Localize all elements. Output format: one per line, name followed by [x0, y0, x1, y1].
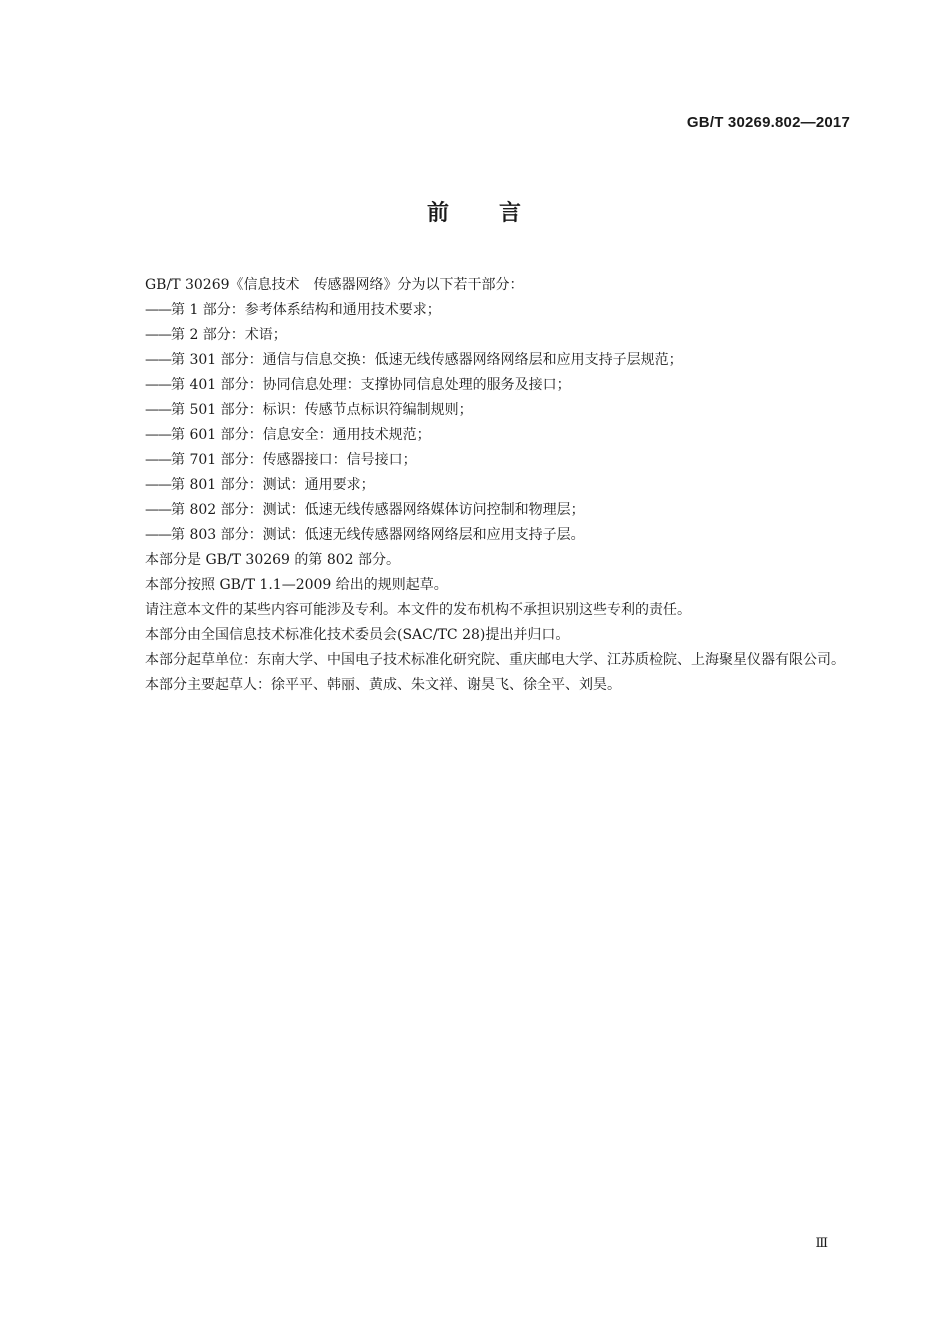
list-item: ——第 601 部分：信息安全：通用技术规范； — [145, 427, 431, 443]
standard-number: GB/T 30269.802—2017 — [686, 114, 850, 131]
list-item: ——第 802 部分：测试：低速无线传感器网络媒体访问控制和物理层； — [145, 502, 585, 518]
list-item: ——第 2 部分：术语； — [145, 327, 287, 343]
page-title — [0, 196, 950, 227]
list-item: ——第 801 部分：测试：通用要求； — [145, 477, 375, 493]
list-item: ——第 803 部分：测试：低速无线传感器网络网络层和应用支持子层。 — [145, 527, 585, 543]
patent-notice-paragraph: 请注意本文件的某些内容可能涉及专利。本文件的发布机构不承担识别这些专利的责任。 — [145, 602, 691, 618]
list-item: ——第 701 部分：传感器接口：信号接口； — [145, 452, 417, 468]
proposed-by-paragraph: 本部分由全国信息技术标准化技术委员会(SAC/TC 28)提出并归口。 — [145, 627, 570, 643]
foreword-body — [115, 273, 850, 698]
drafting-units-paragraph: 本部分起草单位：东南大学、中国电子技术标准化研究院、重庆邮电大学、江苏质检院、上海聚星仪器有限公司。 — [145, 652, 845, 668]
list-item: ——第 401 部分：协同信息处理：支撑协同信息处理的服务及接口； — [145, 377, 571, 393]
title-char-1: 前 — [426, 201, 451, 226]
list-item: ——第 1 部分：参考体系结构和通用技术要求； — [145, 302, 441, 318]
page-number: Ⅲ — [815, 1236, 828, 1251]
intro-paragraph: GB/T 30269《信息技术 传感器网络》分为以下若干部分： — [145, 277, 524, 293]
drafting-rules-paragraph: 本部分按照 GB/T 1.1—2009 给出的规则起草。 — [145, 577, 448, 593]
drafters-paragraph: 本部分主要起草人：徐平平、韩丽、黄成、朱文祥、谢昊飞、徐全平、刘昊。 — [145, 677, 621, 693]
list-item: ——第 501 部分：标识：传感节点标识符编制规则； — [145, 402, 473, 418]
this-part-paragraph: 本部分是 GB/T 30269 的第 802 部分。 — [145, 552, 401, 568]
title-char-2: 言 — [499, 201, 524, 226]
list-item: ——第 301 部分：通信与信息交换：低速无线传感器网络网络层和应用支持子层规范； — [145, 352, 683, 368]
